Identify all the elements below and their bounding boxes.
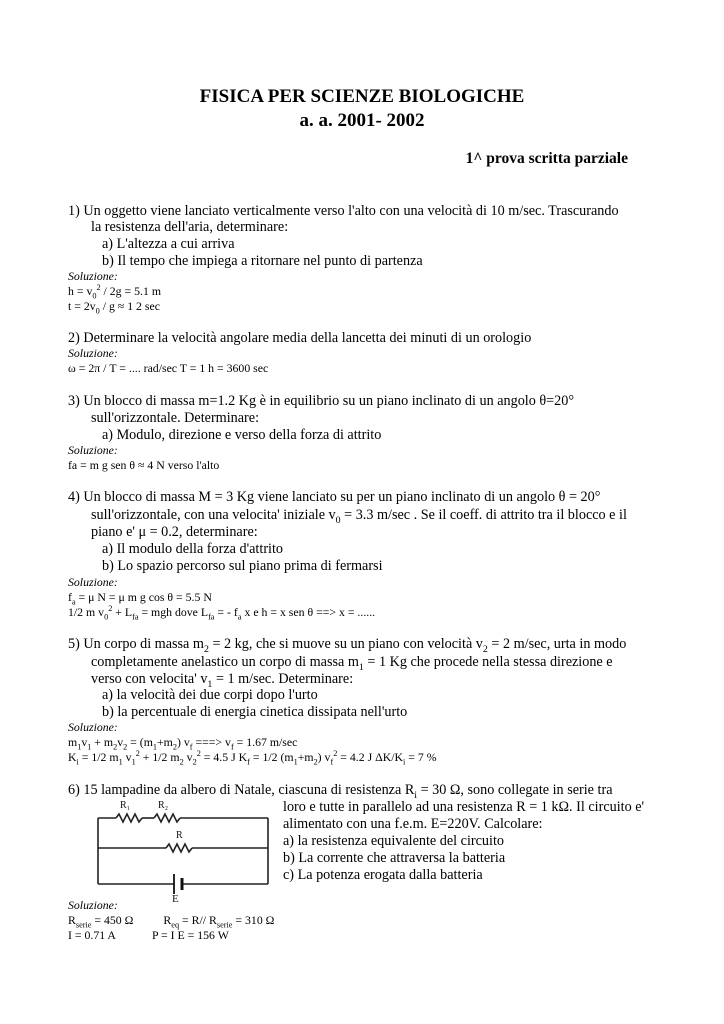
- question-4-line-2: sull'orizzontale, con una velocita' iniziale $v_0 = 3.3$ m/sec . Se il coeff. di attrito tra il blocco e il: [91, 507, 627, 526]
- label-r1: R₁: [120, 800, 131, 811]
- label-r: R: [176, 830, 183, 841]
- solution-6-line-2: I = 0.71 A P = I E = 156 W: [68, 928, 229, 942]
- solution-1-line-1: $h = v_0^2 / 2g = 5.1$ m: [68, 283, 162, 301]
- question-3-line-1: 3) Un blocco di massa m=1.2 Kg è in equilibrio su un piano inclinato di un angolo θ=20°: [68, 393, 575, 409]
- academic-year: a. a. 2001- 2002: [299, 110, 425, 131]
- solution-5-line-1: $m_1v_1 + m_2v_2 = (m_1+m_2)$ $v_f$ ===> $v_f = 1.67$ m/sec: [68, 735, 298, 752]
- question-5-line-1: 5) Un corpo di massa $m_2 = 2$ kg, che si muove su un piano con velocità $v_2 = 2$ m/sec, urta in modo: [68, 636, 627, 655]
- question-4-line-3: piano e' μ = 0.2, determinare:: [91, 524, 258, 540]
- solution-label: Soluzione:: [68, 443, 118, 457]
- question-4-line-1: 4) Un blocco di massa M = 3 Kg viene lanciato su per un piano inclinato di un angolo θ = 20°: [68, 489, 601, 505]
- question-5-item-a: a) la velocità dei due corpi dopo l'urto: [102, 687, 318, 703]
- solution-4-line-1: $f_a = \mu$ N = μ m g cos θ = 5.5 N: [68, 590, 212, 607]
- solution-5-line-2: $K_i = 1/2$ $m_1$ $v_1^2 + 1/2$ $m_2$ $v_2^2 = 4.5$ J $K_f = 1/2$ $(m_1+m_2) v_f^2 = 4.2$ J $\Delta K/K_i = 7$ %: [68, 749, 437, 767]
- question-3-item-a: a) Modulo, direzione e verso della forza di attrito: [102, 427, 382, 443]
- solution-label: Soluzione:: [68, 898, 118, 912]
- question-1-line-2: la resistenza dell'aria, determinare:: [91, 219, 289, 235]
- question-6-item-c: c) La potenza erogata dalla batteria: [283, 867, 483, 883]
- resistor-r: [166, 844, 192, 852]
- label-r2: R₂: [158, 800, 169, 811]
- solution-2-line-1: ω = 2π / T = .... rad/sec T = 1 h = 3600 sec: [68, 361, 269, 375]
- question-3-line-2: sull'orizzontale. Determinare:: [91, 410, 260, 426]
- solution-1-line-2: $t = 2v_0 / g \approx 1$ 2 sec: [68, 299, 160, 316]
- question-1-line-1: 1) Un oggetto viene lanciato verticalmente verso l'alto con una velocità di 10 m/sec. Trascurando: [68, 203, 619, 219]
- question-1-item-b: b) Il tempo che impiega a ritornare nel punto di partenza: [102, 253, 423, 269]
- solution-label: Soluzione:: [68, 575, 118, 589]
- question-6-item-a: a) la resistenza equivalente del circuito: [283, 833, 504, 849]
- question-4-item-b: b) Lo spazio percorso sul piano prima di fermarsi: [102, 558, 383, 574]
- circuit-diagram: [92, 796, 274, 902]
- solution-3-line-1: fa = m g sen θ ≈ 4 N verso l'alto: [68, 458, 220, 472]
- resistor-r1: [116, 814, 142, 822]
- solution-label: Soluzione:: [68, 346, 118, 360]
- question-6-line-1: 6) 15 lampadine da albero di Natale, ciascuna di resistenza $R_i = 30$ Ω, sono collegate in serie tra: [68, 782, 613, 801]
- solution-label: Soluzione:: [68, 269, 118, 283]
- exam-subtitle: 1^ prova scritta parziale: [465, 150, 628, 167]
- resistor-r2: [154, 814, 180, 822]
- question-2-line-1: 2) Determinare la velocità angolare media della lancetta dei minuti di un orologio: [68, 330, 532, 346]
- question-5-line-3: verso con velocita' $v_1 = 1$ m/sec. Determinare:: [91, 671, 354, 690]
- question-5-line-2: completamente anelastico un corpo di massa $m_1 = 1$ Kg che procede nella stessa direzione e: [91, 654, 613, 673]
- solution-6-line-1: $R_{serie} = 450$ Ω $R_{eq} = R//$ $R_{serie} = 310$ Ω: [68, 913, 275, 930]
- question-1-item-a: a) L'altezza a cui arriva: [102, 236, 235, 252]
- question-6-line-3: alimentato con una f.e.m. E=220V. Calcolare:: [283, 816, 543, 832]
- solution-4-line-2: 1/2 m $v_0^2 + L_{fa}$ = mgh dove $L_{fa}$ = - $f_a$ x e h = x sen θ ==> x = ......: [68, 604, 376, 622]
- label-e: E: [172, 893, 179, 902]
- document-title: FISICA PER SCIENZE BIOLOGICHE: [199, 86, 525, 107]
- question-6-item-b: b) La corrente che attraversa la batteria: [283, 850, 506, 866]
- question-6-line-2: loro e tutte in parallelo ad una resistenza R = 1 kΩ. Il circuito e': [283, 799, 645, 815]
- question-4-item-a: a) Il modulo della forza d'attrito: [102, 541, 284, 557]
- question-5-item-b: b) la percentuale di energia cinetica dissipata nell'urto: [102, 704, 408, 720]
- solution-label: Soluzione:: [68, 720, 118, 734]
